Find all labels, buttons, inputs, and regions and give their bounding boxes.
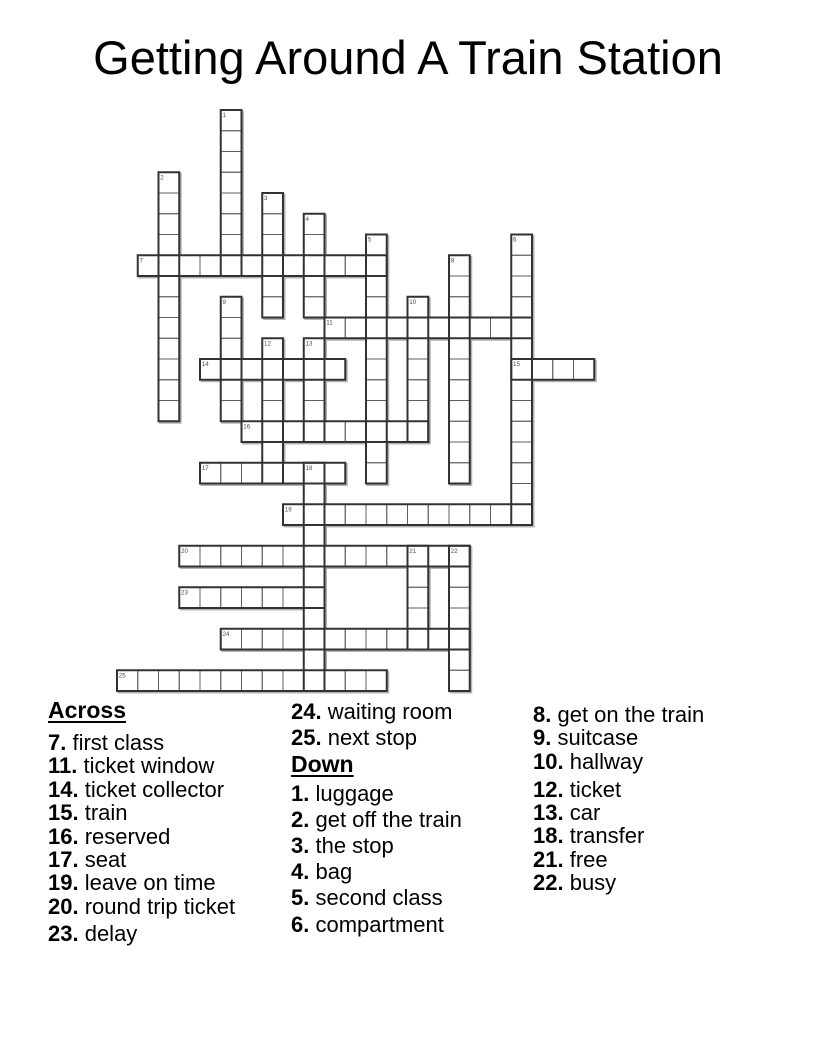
grid-cell <box>449 276 470 297</box>
grid-cell <box>449 567 470 588</box>
grid-cell <box>304 670 325 691</box>
grid-cell <box>304 525 325 546</box>
page-title: Getting Around A Train Station <box>93 31 723 84</box>
grid-cell <box>366 255 387 276</box>
grid-cell <box>491 504 512 525</box>
cell-number-8: 8 <box>450 257 455 265</box>
grid-cell <box>449 504 470 525</box>
clue-text: get on the train <box>551 702 705 727</box>
grid-cell <box>345 421 366 442</box>
grid-cell <box>428 546 449 567</box>
grid-cell <box>366 463 387 484</box>
grid-cell <box>511 276 532 297</box>
grid-cell <box>408 359 429 380</box>
grid-cell <box>221 670 242 691</box>
grid-cell <box>387 629 408 650</box>
grid-cell <box>366 276 387 297</box>
cell-number-5: 5 <box>367 236 372 244</box>
grid-cell <box>470 318 491 339</box>
grid-cell <box>159 401 180 422</box>
grid-cell <box>283 255 304 276</box>
cell-number-20: 20 <box>181 547 188 555</box>
cell-number-2: 2 <box>160 174 164 182</box>
grid-cell <box>366 359 387 380</box>
grid-cell <box>325 546 346 567</box>
grid-cell <box>200 587 221 608</box>
grid-cell <box>366 318 387 339</box>
cell-number-19: 19 <box>284 506 292 514</box>
clue-text: first class <box>66 730 165 755</box>
cell-number-12: 12 <box>264 340 271 348</box>
grid-cell <box>304 255 325 276</box>
clue-text: the stop <box>309 832 394 858</box>
clue-5 <box>291 885 541 911</box>
grid-cell <box>325 255 346 276</box>
grid-cell <box>449 318 470 339</box>
grid-cell <box>304 276 325 297</box>
grid-cell <box>511 338 532 359</box>
cell-number-21: 21 <box>409 547 417 555</box>
grid-cell <box>408 380 429 401</box>
grid-cell <box>408 318 429 339</box>
grid-cell <box>366 504 387 525</box>
grid-cell <box>159 214 180 235</box>
clue-17 <box>48 847 298 870</box>
grid-cell <box>574 359 595 380</box>
clue-number: 14. <box>48 776 79 802</box>
grid-cell <box>159 255 180 276</box>
clue-text: suitcase <box>551 725 639 751</box>
grid-cell <box>449 587 470 608</box>
grid-cell <box>325 359 346 380</box>
cell-number-23: 23 <box>181 589 188 597</box>
clue-text: luggage <box>309 780 394 806</box>
clue-number: 15. <box>48 800 79 826</box>
clue-text: get off the train <box>309 806 462 832</box>
clue-25 <box>291 725 541 751</box>
clue-number: 2. <box>291 806 310 832</box>
grid-cell <box>242 463 263 484</box>
grid-cell <box>449 359 470 380</box>
grid-cell <box>221 235 242 256</box>
clue-18 <box>533 823 783 849</box>
cell-number-24: 24 <box>222 630 230 638</box>
grid-cell <box>262 463 283 484</box>
grid-cell <box>242 587 263 608</box>
clue-number: 13. <box>533 800 564 826</box>
clue-number: 10. <box>533 748 564 774</box>
clue-number: 3. <box>291 832 310 858</box>
grid-cell <box>325 463 346 484</box>
clue-number: 4. <box>291 859 310 885</box>
clue-text: bag <box>309 859 353 885</box>
clue-number: 21. <box>533 846 564 872</box>
clue-number: 1. <box>291 780 310 806</box>
grid-cell <box>511 484 532 505</box>
grid-cell <box>449 380 470 401</box>
grid-cell <box>262 587 283 608</box>
cell-number-9: 9 <box>222 298 227 306</box>
grid-cell <box>242 255 263 276</box>
grid-cell <box>304 650 325 671</box>
grid-cell <box>262 235 283 256</box>
grid-cell <box>159 318 180 339</box>
grid-cell <box>408 629 429 650</box>
clue-text: busy <box>563 870 617 896</box>
grid-cell <box>304 504 325 525</box>
grid-cell <box>159 193 180 214</box>
grid-cell <box>449 442 470 463</box>
grid-cell <box>283 463 304 484</box>
grid-cell <box>511 318 532 339</box>
clue-13 <box>533 800 783 826</box>
grid-cell <box>159 235 180 256</box>
grid-cell <box>262 255 283 276</box>
cell-number-7: 7 <box>139 257 144 265</box>
grid-cell <box>449 670 470 691</box>
clue-7 <box>48 730 298 753</box>
clue-number: 20. <box>48 893 79 919</box>
clue-number: 19. <box>48 870 79 896</box>
grid-cell <box>304 546 325 567</box>
grid-cell <box>221 380 242 401</box>
cell-number-14: 14 <box>201 361 209 368</box>
clue-23 <box>48 921 298 947</box>
grid-cell <box>511 401 532 422</box>
grid-cell <box>449 421 470 442</box>
clue-1 <box>291 781 541 807</box>
grid-cell <box>283 587 304 608</box>
grid-cell <box>221 318 242 339</box>
grid-cell <box>428 318 449 339</box>
grid-cell <box>366 338 387 359</box>
grid-cell <box>387 504 408 525</box>
grid-cell <box>159 380 180 401</box>
cell-number-13: 13 <box>305 340 313 348</box>
grid-cell <box>428 504 449 525</box>
clue-header-down: Down <box>291 751 354 778</box>
clue-8 <box>533 702 783 725</box>
grid-cell <box>304 359 325 380</box>
grid-cell <box>242 359 263 380</box>
grid-cell <box>408 504 429 525</box>
clue-text: free <box>563 846 608 872</box>
clue-number: 18. <box>533 823 564 849</box>
clue-number: 11. <box>48 753 78 779</box>
clue-10 <box>533 749 783 772</box>
grid-cell <box>262 380 283 401</box>
clue-text: transfer <box>563 823 645 849</box>
grid-cell <box>200 255 221 276</box>
grid-cell <box>221 338 242 359</box>
grid-cell <box>283 359 304 380</box>
grid-cell <box>304 629 325 650</box>
clue-number: 16. <box>48 823 79 849</box>
grid-cell <box>345 670 366 691</box>
grid-cell <box>283 546 304 567</box>
grid-cell <box>345 546 366 567</box>
grid-cell <box>511 255 532 276</box>
grid-cell <box>511 421 532 442</box>
grid-cell <box>221 193 242 214</box>
grid-cell <box>159 276 180 297</box>
cell-number-25: 25 <box>118 672 126 680</box>
clue-text: compartment <box>309 911 444 937</box>
clue-9 <box>533 725 783 751</box>
clue-11 <box>48 753 298 779</box>
grid-cell <box>200 546 221 567</box>
grid-cell <box>304 587 325 608</box>
grid-cell <box>283 629 304 650</box>
grid-cell <box>179 255 200 276</box>
clue-text: round trip ticket <box>78 893 236 919</box>
grid-cell <box>449 338 470 359</box>
grid-cell <box>262 442 283 463</box>
grid-cell <box>304 484 325 505</box>
grid-cell <box>408 401 429 422</box>
grid-cell <box>221 172 242 193</box>
clue-text: ticket collector <box>78 776 225 802</box>
clue-column-1 <box>48 697 298 945</box>
grid-cell <box>221 463 242 484</box>
grid-cell <box>345 504 366 525</box>
clue-20 <box>48 894 298 917</box>
clue-text: next stop <box>321 725 417 751</box>
grid-cell <box>470 504 491 525</box>
grid-cell <box>511 297 532 318</box>
grid-cell <box>221 152 242 173</box>
clue-column-3 <box>533 702 783 894</box>
grid-cell <box>428 629 449 650</box>
clue-number: 25. <box>291 725 322 751</box>
grid-cell <box>200 670 221 691</box>
cell-number-10: 10 <box>409 298 417 306</box>
clue-4 <box>291 859 541 885</box>
grid-cell <box>325 629 346 650</box>
grid-cell <box>138 670 159 691</box>
grid-cell <box>221 546 242 567</box>
clue-6 <box>291 912 541 938</box>
clue-number: 23. <box>48 921 79 947</box>
clue-text: seat <box>78 846 127 872</box>
grid-cell <box>283 670 304 691</box>
grid-cell <box>262 297 283 318</box>
grid-cell <box>159 297 180 318</box>
clue-text: leave on time <box>78 870 216 896</box>
grid-cell <box>159 670 180 691</box>
cell-number-17: 17 <box>201 464 209 472</box>
grid-cell <box>366 442 387 463</box>
grid-cell <box>304 380 325 401</box>
grid-cell <box>262 546 283 567</box>
grid-cell <box>491 318 512 339</box>
grid-cell <box>221 401 242 422</box>
grid-cell <box>304 567 325 588</box>
clue-text: ticket window <box>77 753 215 779</box>
grid-cell <box>345 318 366 339</box>
grid-cell <box>262 214 283 235</box>
cell-number-1: 1 <box>222 112 227 119</box>
grid-cell <box>345 255 366 276</box>
grid-cell <box>408 587 429 608</box>
grid-cell <box>221 131 242 152</box>
grid-cell <box>242 629 263 650</box>
clue-column-2 <box>291 699 541 938</box>
clue-16 <box>48 824 298 847</box>
grid-cell <box>221 255 242 276</box>
grid-cell <box>387 546 408 567</box>
grid-cell <box>408 608 429 629</box>
grid-cell <box>262 359 283 380</box>
clue-header-across: Across <box>48 697 126 723</box>
grid-cell <box>304 608 325 629</box>
grid-cell <box>262 276 283 297</box>
cell-number-4: 4 <box>305 215 310 223</box>
grid-cell <box>553 359 574 380</box>
grid-cell <box>366 421 387 442</box>
grid-cell <box>304 401 325 422</box>
clue-text: ticket <box>563 776 622 802</box>
grid-cell <box>366 380 387 401</box>
clue-2 <box>291 807 541 833</box>
clue-number: 9. <box>533 725 552 751</box>
clue-text: waiting room <box>321 699 453 724</box>
clue-text: second class <box>309 885 443 911</box>
cell-number-11: 11 <box>326 319 333 327</box>
grid-cell <box>511 380 532 401</box>
grid-cell <box>325 670 346 691</box>
grid-cell <box>262 670 283 691</box>
grid-cell <box>408 567 429 588</box>
grid-cell <box>242 546 263 567</box>
grid-cell <box>511 463 532 484</box>
grid-cell <box>345 629 366 650</box>
grid-cell <box>262 421 283 442</box>
grid-cell <box>242 670 263 691</box>
grid-cell <box>304 235 325 256</box>
grid-cell <box>179 670 200 691</box>
grid-cell <box>325 421 346 442</box>
grid-cell <box>449 401 470 422</box>
grid-cell <box>283 421 304 442</box>
grid-cell <box>262 401 283 422</box>
grid-cell <box>366 546 387 567</box>
grid-cell <box>159 338 180 359</box>
clue-text: train <box>78 800 128 826</box>
grid-cell <box>304 297 325 318</box>
grid-cell <box>387 318 408 339</box>
clue-number: 24. <box>291 699 322 724</box>
clue-number: 12. <box>533 776 564 802</box>
clue-14 <box>48 777 298 800</box>
clue-number: 7. <box>48 730 67 755</box>
cell-number-16: 16 <box>243 423 251 431</box>
grid-cell <box>221 359 242 380</box>
clue-text: delay <box>78 921 138 947</box>
grid-cell <box>511 442 532 463</box>
grid-cell <box>449 608 470 629</box>
grid-cell <box>325 504 346 525</box>
cell-number-6: 6 <box>513 236 517 244</box>
grid-cell <box>449 650 470 671</box>
grid-cell <box>511 504 532 525</box>
cell-number-18: 18 <box>305 464 313 472</box>
clue-21 <box>533 847 783 870</box>
clue-number: 8. <box>533 702 552 727</box>
grid-cell <box>366 297 387 318</box>
cell-number-3: 3 <box>264 195 268 202</box>
clue-number: 5. <box>291 885 310 911</box>
grid-cell <box>262 629 283 650</box>
cell-number-15: 15 <box>513 361 520 368</box>
grid-cell <box>366 401 387 422</box>
grid-cell <box>408 338 429 359</box>
grid-cell <box>532 359 553 380</box>
clue-24 <box>291 699 541 725</box>
grid-cell <box>221 587 242 608</box>
grid-cell <box>408 421 429 442</box>
clue-12 <box>533 777 783 800</box>
clue-19 <box>48 870 298 896</box>
grid-cell <box>304 421 325 442</box>
grid-cell <box>159 359 180 380</box>
grid-cell <box>366 629 387 650</box>
clue-22 <box>533 870 783 896</box>
grid-cell <box>387 421 408 442</box>
clue-number: 6. <box>291 911 310 937</box>
grid-cell <box>449 297 470 318</box>
clue-text: hallway <box>563 748 644 774</box>
clue-number: 17. <box>48 846 79 872</box>
clue-number: 22. <box>533 870 564 896</box>
clue-text: reserved <box>78 823 171 849</box>
clue-3 <box>291 833 541 859</box>
grid-cell <box>221 214 242 235</box>
grid-cell <box>366 670 387 691</box>
grid-cell <box>449 463 470 484</box>
clue-15 <box>48 800 298 826</box>
clue-text: car <box>563 800 601 826</box>
grid-cell <box>449 629 470 650</box>
cell-number-22: 22 <box>450 547 458 555</box>
